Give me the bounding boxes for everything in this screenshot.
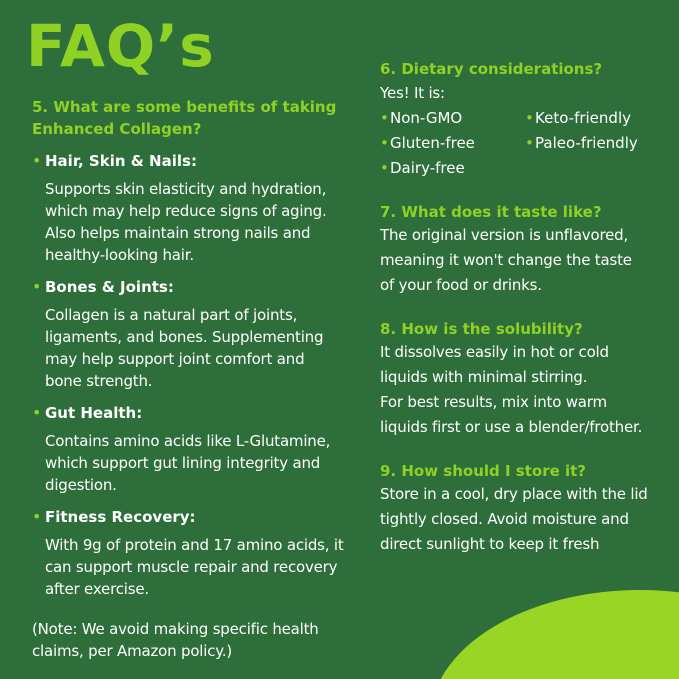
note-text: (Note: We avoid making specific health [32,620,319,638]
benefit-text: ligaments, and bones. Supplementing [45,328,324,346]
benefit-text: healthy-looking hair. [45,246,194,264]
faq-question-7 [380,201,670,298]
bullet-icon: • [32,507,42,526]
faq-question-5 [32,96,352,662]
question-heading: 5. What are some benefits of taking [32,98,337,116]
dietary-item: • Non-GMO [380,106,525,131]
benefit-item [32,402,352,496]
bullet-icon: • [525,134,534,152]
page-title: FAQ’s [26,12,215,80]
dietary-item: • Keto-friendly [525,106,670,131]
faq-question-9 [380,460,670,557]
benefit-text: can support muscle repair and recovery [45,558,338,576]
dietary-item: • Dairy-free [380,156,525,181]
benefit-text: Collagen is a natural part of joints, [45,306,298,324]
bullet-icon: • [380,159,389,177]
answer-text: For best results, mix into warm [380,393,607,411]
benefit-text: after exercise. [45,580,149,598]
disclaimer-note [32,618,352,662]
dietary-item: • Paleo-friendly [525,131,670,156]
benefit-text: Supports skin elasticity and hydration, [45,180,327,198]
benefit-heading: Hair, Skin & Nails: [45,152,197,170]
dietary-list [380,106,670,181]
question-heading: 8. How is the solubility? [380,320,583,338]
note-text: claims, per Amazon policy.) [32,642,233,660]
answer-text: direct sunlight to keep it fresh [380,535,600,553]
bullet-icon: • [525,109,534,127]
answer-text: Store in a cool, dry place with the lid [380,485,648,503]
benefit-text: which may help reduce signs of aging. [45,202,327,220]
benefit-text: With 9g of protein and 17 amino acids, it [45,536,344,554]
answer-text: liquids with minimal stirring. [380,368,588,386]
benefit-heading: Fitness Recovery: [45,508,196,526]
benefit-text: bone strength. [45,372,153,390]
decorative-green-circle [430,590,679,679]
bullet-icon: • [32,151,42,170]
benefit-item [32,506,352,600]
bullet-icon: • [380,134,389,152]
question-heading: 7. What does it taste like? [380,203,602,221]
benefit-text: which support gut lining integrity and [45,454,321,472]
dietary-item: • Gluten-free [380,131,525,156]
answer-text: It dissolves easily in hot or cold [380,343,609,361]
question-heading: Enhanced Collagen? [32,120,202,138]
benefit-heading: Bones & Joints: [45,278,174,296]
bullet-icon: • [32,403,42,422]
bullet-icon: • [32,277,42,296]
benefit-item [32,150,352,266]
question-heading: 6. Dietary considerations? [380,60,603,78]
benefit-text: Contains amino acids like L-Glutamine, [45,432,331,450]
bullet-icon: • [380,109,389,127]
answer-intro: Yes! It is: [380,84,445,102]
benefit-text: Also helps maintain strong nails and [45,224,311,242]
benefit-item [32,276,352,392]
benefit-text: may help support joint comfort and [45,350,305,368]
faq-question-8 [380,318,670,440]
benefit-text: digestion. [45,476,117,494]
benefit-heading: Gut Health: [45,404,143,422]
faq-question-6 [380,58,670,181]
answer-text: liquids first or use a blender/frother. [380,418,643,436]
answer-text: meaning it won't change the taste [380,251,632,269]
answer-text: The original version is unflavored, [380,226,629,244]
answer-text: of your food or drinks. [380,276,542,294]
answer-text: tightly closed. Avoid moisture and [380,510,629,528]
faq-right-column [380,58,670,557]
question-heading: 9. How should I store it? [380,462,587,480]
